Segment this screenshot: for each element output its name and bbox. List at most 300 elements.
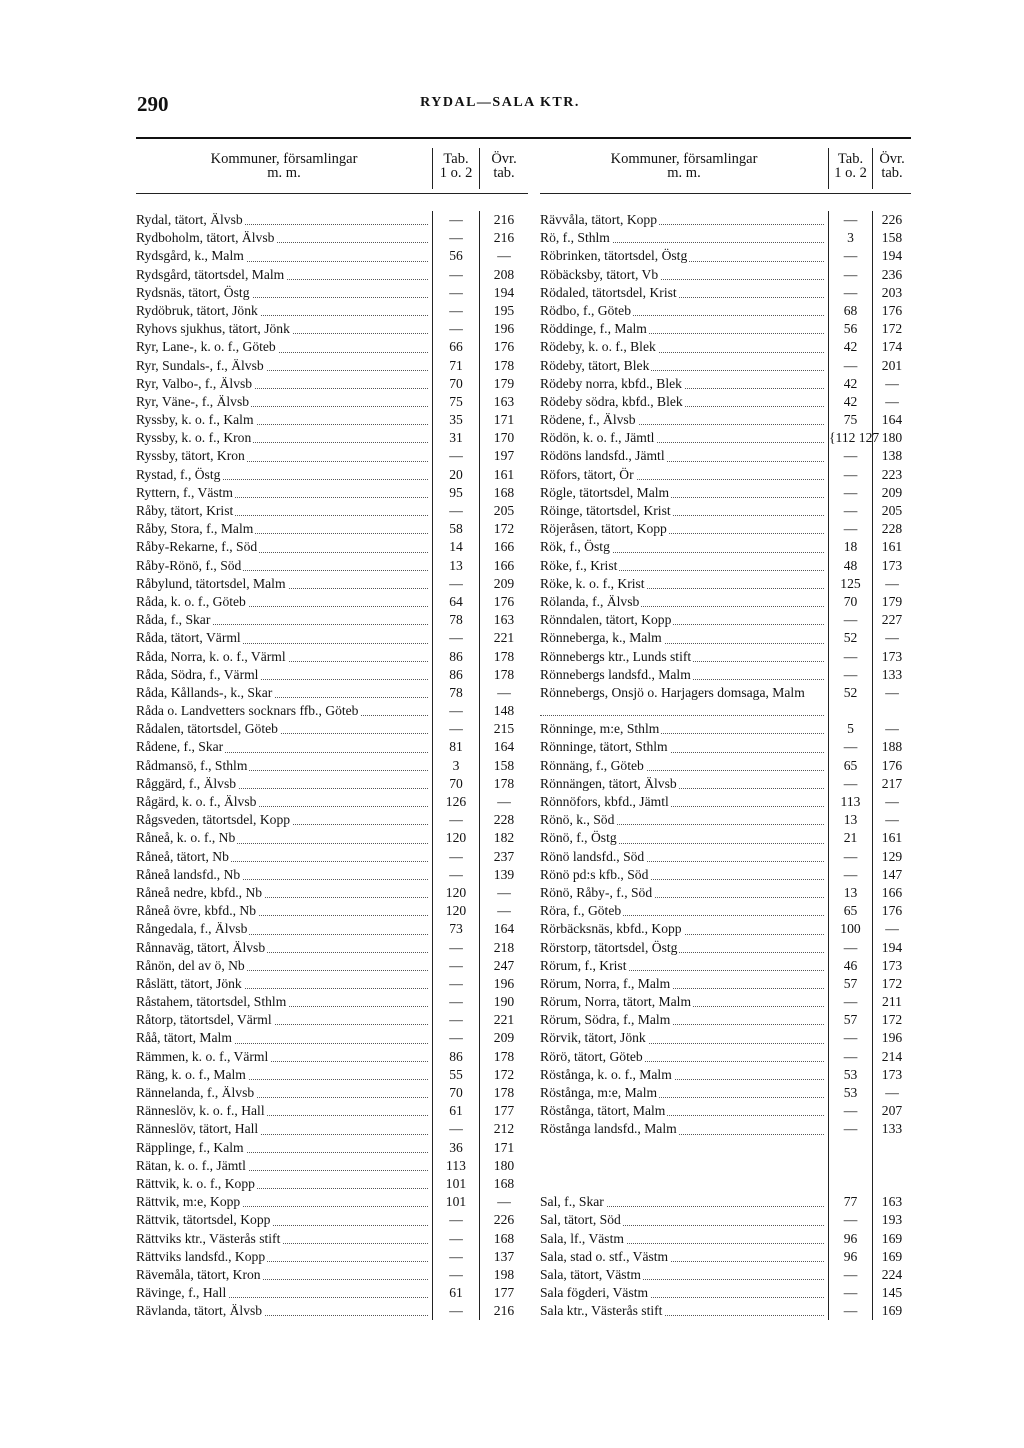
entry-text: Röstånga landsfd., Malm [540, 1121, 677, 1137]
tab-value: 3 [828, 229, 872, 247]
entry-text: Råneå, tätort, Nb [136, 848, 229, 864]
entry-text: Rönninge, m:e, Sthlm [540, 721, 660, 737]
entry-text: Röfors, tätort, Ör [540, 466, 634, 482]
tab-value: — [432, 866, 479, 884]
entry-name [540, 666, 828, 684]
entry-name [136, 939, 432, 957]
table-row [540, 1157, 911, 1175]
ovr-value: 180 [872, 429, 911, 447]
entry-name [540, 338, 828, 356]
tab-value: — [432, 1029, 479, 1047]
entry-text: Rågärd, k. o. f., Älvsb [136, 794, 257, 809]
entry-text: Rödeby, k. o. f., Blek [540, 339, 656, 355]
table-row [136, 1157, 528, 1175]
table-row [540, 429, 911, 447]
entry-text: Ränneslöv, tätort, Hall [136, 1121, 259, 1137]
entry-name [136, 738, 432, 756]
ovr-value: — [872, 811, 911, 829]
table-row [540, 447, 911, 465]
entry-name [540, 811, 828, 829]
table-row [136, 666, 528, 684]
tab-value: — [828, 939, 872, 957]
tab-value: 70 [828, 593, 872, 611]
tab-value: 113 [432, 1157, 479, 1175]
entry-name [136, 993, 432, 1011]
tab-value: 96 [828, 1230, 872, 1248]
ovr-value: 164 [872, 411, 911, 429]
table-row [136, 575, 528, 593]
ovr-value: 166 [479, 557, 528, 575]
ovr-value: 168 [479, 484, 528, 502]
table-row [136, 1302, 528, 1320]
ovr-value: 161 [872, 538, 911, 556]
tab-value: — [432, 1011, 479, 1029]
entry-name [136, 266, 432, 284]
table-row [136, 593, 528, 611]
tab-value: 78 [432, 611, 479, 629]
tab-value: — [432, 957, 479, 975]
entry-text: Röra, f., Göteb [540, 903, 622, 919]
entry-text: Rögle, tätortsdel, Malm [540, 484, 670, 500]
entry-text: Råda, tätort, Värml [136, 630, 241, 646]
entry-name [540, 1066, 828, 1084]
table-row [136, 629, 528, 647]
entry-name [540, 302, 828, 320]
entry-name [136, 975, 432, 993]
entry-name [136, 484, 432, 502]
entry-name [540, 320, 828, 338]
tab-value: — [432, 1302, 479, 1320]
ovr-value: 163 [479, 611, 528, 629]
table-row [540, 520, 911, 538]
entry-text: Rämmen, k. o. f., Värml [136, 1048, 269, 1064]
ovr-value: 166 [872, 884, 911, 902]
entry-name [136, 793, 432, 811]
entry-text: Rätan, k. o. f., Jämtl [136, 1157, 246, 1173]
tab-value: 68 [828, 302, 872, 320]
ovr-value: 145 [872, 1284, 911, 1302]
ovr-value: 215 [479, 720, 528, 738]
entry-text: Rörstorp, tätortsdel, Östg [540, 939, 678, 955]
table-row [136, 466, 528, 484]
ovr-value: 171 [479, 1139, 528, 1157]
entry-name [540, 829, 828, 847]
entry-text: Rydöbruk, tätort, Jönk [136, 302, 258, 318]
entry-name [540, 538, 828, 556]
table-row [540, 902, 911, 920]
table-row [540, 211, 911, 229]
entry-name [136, 684, 432, 702]
tab-value: 61 [432, 1284, 479, 1302]
table-row [136, 939, 528, 957]
entry-name [136, 1011, 432, 1029]
entry-text: Råda, k. o. f., Göteb [136, 593, 246, 609]
ovr-value: 226 [479, 1211, 528, 1229]
entry-text: Ryhovs sjukhus, tätort, Jönk [136, 321, 290, 337]
table-row [136, 1011, 528, 1029]
running-head: RYDAL—SALA KTR. [420, 95, 580, 110]
entry-name [540, 1102, 828, 1120]
ovr-value: — [479, 1193, 528, 1211]
ovr-value: 207 [872, 1102, 911, 1120]
entry-text: Ränneslöv, k. o. f., Hall [136, 1103, 265, 1119]
ovr-value: 227 [872, 611, 911, 629]
ovr-value [872, 1175, 911, 1193]
table-row [540, 357, 911, 375]
ovr-value: 179 [872, 593, 911, 611]
table-row [540, 866, 911, 884]
ovr-value: 170 [479, 429, 528, 447]
entry-name [540, 557, 828, 575]
entry-text: Rödene, f., Älvsb [540, 412, 636, 428]
entry-name [136, 393, 432, 411]
tab-value: 57 [828, 975, 872, 993]
ovr-value: 193 [872, 1211, 911, 1229]
entry-name [540, 1139, 828, 1157]
entry-text: Röke, f., Krist [540, 557, 618, 573]
ovr-value: 196 [872, 1029, 911, 1047]
tab-value: 65 [828, 902, 872, 920]
tab-value: — [432, 284, 479, 302]
entry-text: Ryssby, k. o. f., Kron [136, 430, 252, 446]
tab-value: — [432, 993, 479, 1011]
entry-name [136, 866, 432, 884]
entry-text: Rystad, f., Östg [136, 466, 221, 482]
entry-text: Rågsveden, tätortsdel, Kopp [136, 812, 291, 828]
entry-text: Råby, Stora, f., Malm [136, 521, 254, 537]
table-row [540, 484, 911, 502]
ovr-value: 179 [479, 375, 528, 393]
table-row [136, 793, 528, 811]
tab-value: 42 [828, 393, 872, 411]
ovr-value: 190 [479, 993, 528, 1011]
entry-text: Ryssby, k. o. f., Kalm [136, 412, 254, 428]
tab-value: 71 [432, 357, 479, 375]
entry-name [136, 1102, 432, 1120]
ovr-value: 176 [872, 902, 911, 920]
top-rule [136, 137, 911, 139]
entry-name [540, 1284, 828, 1302]
entry-text: Rättviks ktr., Västerås stift [136, 1230, 281, 1246]
ovr-value: — [479, 247, 528, 265]
table-row [540, 684, 911, 720]
ovr-value [872, 1139, 911, 1157]
table-row [136, 993, 528, 1011]
ovr-value: 176 [872, 302, 911, 320]
entry-name [540, 902, 828, 920]
entry-text: Rättvik, m:e, Kopp [136, 1194, 241, 1210]
entry-name [540, 1120, 828, 1138]
entry-name [136, 520, 432, 538]
header-ovr: Övr. tab. [872, 148, 911, 189]
entry-name [136, 502, 432, 520]
entry-name [540, 775, 828, 793]
entry-name [136, 1175, 432, 1193]
entry-text: Rönnöfors, kbfd., Jämtl [540, 794, 669, 810]
entry-text: Råby-Rekarne, f., Söd [136, 539, 258, 555]
table-row [136, 1029, 528, 1047]
ovr-value: 178 [479, 1048, 528, 1066]
entry-name [540, 229, 828, 247]
ovr-value: 173 [872, 1066, 911, 1084]
entry-text: Ryttern, f., Västm [136, 484, 233, 500]
entry-name [136, 429, 432, 447]
entry-name [136, 375, 432, 393]
entry-name [540, 1266, 828, 1284]
entry-name [136, 229, 432, 247]
entry-text: Rännelanda, f., Älvsb [136, 1085, 255, 1100]
table-row [136, 829, 528, 847]
entry-text: Rättviks landsfd., Kopp [136, 1248, 266, 1264]
entry-name [540, 993, 828, 1011]
entry-text: Råneå övre, kbfd., Nb [136, 903, 257, 919]
tab-value: — [828, 447, 872, 465]
ovr-value: 158 [872, 229, 911, 247]
entry-name [540, 429, 828, 447]
table-row [136, 848, 528, 866]
ovr-value: 247 [479, 957, 528, 975]
tab-value: — [432, 302, 479, 320]
tab-value: — [828, 247, 872, 265]
tab-value: — [828, 666, 872, 684]
table-row [136, 1211, 528, 1229]
tab-value: — [828, 1029, 872, 1047]
entry-text: Rö, f., Sthlm [540, 230, 610, 246]
left-column-header [136, 148, 528, 194]
tab-value: — [432, 575, 479, 593]
ovr-value: 198 [479, 1266, 528, 1284]
ovr-value: 174 [872, 338, 911, 356]
table-row [540, 1139, 911, 1157]
table-row [540, 1102, 911, 1120]
entry-name [540, 884, 828, 902]
table-row [136, 902, 528, 920]
table-row [136, 757, 528, 775]
table-row [540, 829, 911, 847]
table-row [540, 575, 911, 593]
entry-name [136, 666, 432, 684]
ovr-value: — [479, 902, 528, 920]
entry-name [136, 757, 432, 775]
tab-value: — [828, 1102, 872, 1120]
entry-name [136, 720, 432, 738]
table-row [136, 357, 528, 375]
ovr-value: 147 [872, 866, 911, 884]
table-row [540, 247, 911, 265]
ovr-value: 209 [872, 484, 911, 502]
entry-text: Röbäcksby, tätort, Vb [540, 266, 659, 282]
table-row [540, 1011, 911, 1029]
entry-name [136, 302, 432, 320]
entry-name [136, 338, 432, 356]
entry-name [136, 1066, 432, 1084]
entry-text: Sal, f., Skar [540, 1194, 604, 1210]
tab-value: — [828, 502, 872, 520]
entry-text: Rödön, k. o. f., Jämtl [540, 430, 655, 446]
right-column [540, 148, 911, 1319]
entry-name [540, 1302, 828, 1320]
ovr-value: 169 [872, 1248, 911, 1266]
ovr-value: 178 [479, 648, 528, 666]
table-row [136, 429, 528, 447]
entry-text: Rydsnäs, tätort, Östg [136, 284, 250, 300]
ovr-value: — [872, 375, 911, 393]
tab-value: 78 [432, 684, 479, 702]
entry-name [540, 975, 828, 993]
entry-name [136, 611, 432, 629]
entry-text: Rök, f., Östg [540, 539, 610, 555]
table-row [136, 557, 528, 575]
ovr-value: — [479, 684, 528, 702]
table-row [540, 957, 911, 975]
entry-text: Sal, tätort, Söd [540, 1212, 621, 1228]
entry-text: Rånön, del av ö, Nb [136, 957, 245, 973]
page-number: 290 [137, 92, 169, 116]
entry-name [136, 1157, 432, 1175]
tab-value: — [432, 229, 479, 247]
entry-text: Ryr, Sundals-, f., Älvsb [136, 357, 264, 373]
entry-name [540, 284, 828, 302]
ovr-value: 177 [479, 1102, 528, 1120]
left-rows [136, 211, 528, 1320]
entry-text: Råda, f., Skar [136, 612, 211, 628]
ovr-value: 208 [479, 266, 528, 284]
table-row [540, 1230, 911, 1248]
ovr-value: 236 [872, 266, 911, 284]
entry-text: Rörvik, tätort, Jönk [540, 1030, 646, 1046]
entry-text: Rättvik, tätortsdel, Kopp [136, 1212, 271, 1228]
entry-text: Rörum, f., Krist [540, 957, 627, 973]
entry-name [136, 557, 432, 575]
tab-value: — [432, 629, 479, 647]
entry-name [136, 902, 432, 920]
ovr-value: 180 [479, 1157, 528, 1175]
ovr-value: 211 [872, 993, 911, 1011]
ovr-value: 178 [479, 775, 528, 793]
table-row [540, 1284, 911, 1302]
ovr-value: 172 [872, 975, 911, 993]
entry-name [540, 793, 828, 811]
entry-name [540, 1048, 828, 1066]
entry-name [136, 575, 432, 593]
header-ovr: Övr. tab. [479, 148, 528, 189]
table-row [136, 1066, 528, 1084]
tab-value: 18 [828, 538, 872, 556]
entry-text: Ryr, Lane-, k. o. f., Göteb [136, 339, 276, 355]
ovr-value: 173 [872, 557, 911, 575]
tab-value: 57 [828, 1011, 872, 1029]
ovr-value: 164 [479, 920, 528, 938]
table-row [540, 666, 911, 684]
tab-value: — [432, 1230, 479, 1248]
tab-value: — [432, 502, 479, 520]
entry-name [136, 466, 432, 484]
entry-text: Ryr, Valbo-, f., Älvsb [136, 375, 253, 391]
entry-text: Rydal, tätort, Älvsb [136, 212, 243, 227]
tab-value: — [828, 1120, 872, 1138]
ovr-value: 158 [479, 757, 528, 775]
tab-value: — [432, 320, 479, 338]
entry-text: Råneå, k. o. f., Nb [136, 830, 236, 846]
tab-value: 126 [432, 793, 479, 811]
entry-name [540, 1011, 828, 1029]
tab-value: — [828, 1302, 872, 1320]
entry-name [540, 247, 828, 265]
entry-name [540, 466, 828, 484]
table-row [540, 229, 911, 247]
ovr-value: — [872, 920, 911, 938]
entry-text: Rörö, tätort, Göteb [540, 1048, 643, 1064]
entry-name [540, 447, 828, 465]
entry-name [136, 1193, 432, 1211]
entry-text: Råtorp, tätortsdel, Värml [136, 1012, 272, 1028]
ovr-value: 196 [479, 975, 528, 993]
entry-text: Sala, lf., Västm [540, 1230, 624, 1246]
entry-name [540, 1193, 828, 1211]
entry-text: Röstånga, k. o. f., Malm [540, 1066, 672, 1082]
entry-text: Rörbäcksnäs, kbfd., Kopp [540, 921, 682, 937]
entry-name [136, 1302, 432, 1320]
entry-name [136, 593, 432, 611]
tab-value: 77 [828, 1193, 872, 1211]
tab-value: 70 [432, 1084, 479, 1102]
table-row [540, 338, 911, 356]
table-row [540, 411, 911, 429]
tab-value: 5 [828, 720, 872, 738]
entry-name [540, 1248, 828, 1266]
ovr-value: 163 [872, 1193, 911, 1211]
ovr-value: 182 [479, 829, 528, 847]
ovr-value: 168 [479, 1230, 528, 1248]
tab-value: — [828, 1284, 872, 1302]
entry-name [540, 684, 828, 720]
ovr-value: 196 [479, 320, 528, 338]
entry-name [136, 1029, 432, 1047]
table-row [136, 975, 528, 993]
ovr-value: 169 [872, 1302, 911, 1320]
ovr-value: 217 [872, 775, 911, 793]
entry-text: Sala, stad o. stf., Västm [540, 1248, 669, 1264]
table-row [136, 775, 528, 793]
tab-value: — [432, 848, 479, 866]
tab-value: 86 [432, 666, 479, 684]
tab-value: 113 [828, 793, 872, 811]
table-row [540, 284, 911, 302]
tab-value: — [828, 520, 872, 538]
ovr-value: 221 [479, 629, 528, 647]
ovr-value: 214 [872, 1048, 911, 1066]
entry-text: Rörum, Södra, f., Malm [540, 1012, 671, 1028]
entry-name [540, 648, 828, 666]
entry-text: Rångedala, f., Älvsb [136, 921, 248, 937]
right-rows [540, 211, 911, 1320]
table-row [540, 629, 911, 647]
table-row [136, 611, 528, 629]
entry-text: Rättvik, k. o. f., Kopp [136, 1175, 255, 1191]
entry-name [540, 1211, 828, 1229]
table-row [136, 1084, 528, 1102]
ovr-value [872, 1157, 911, 1175]
table-row [136, 648, 528, 666]
entry-text: Råda o. Landvetters socknars ffb., Göteb [136, 703, 359, 719]
ovr-value: 138 [872, 447, 911, 465]
table-row [540, 993, 911, 1011]
entry-name [136, 211, 432, 229]
ovr-value: 216 [479, 1302, 528, 1320]
tab-value: 31 [432, 429, 479, 447]
ovr-value: 161 [872, 829, 911, 847]
entry-text: Rödöns landsfd., Jämtl [540, 448, 665, 464]
